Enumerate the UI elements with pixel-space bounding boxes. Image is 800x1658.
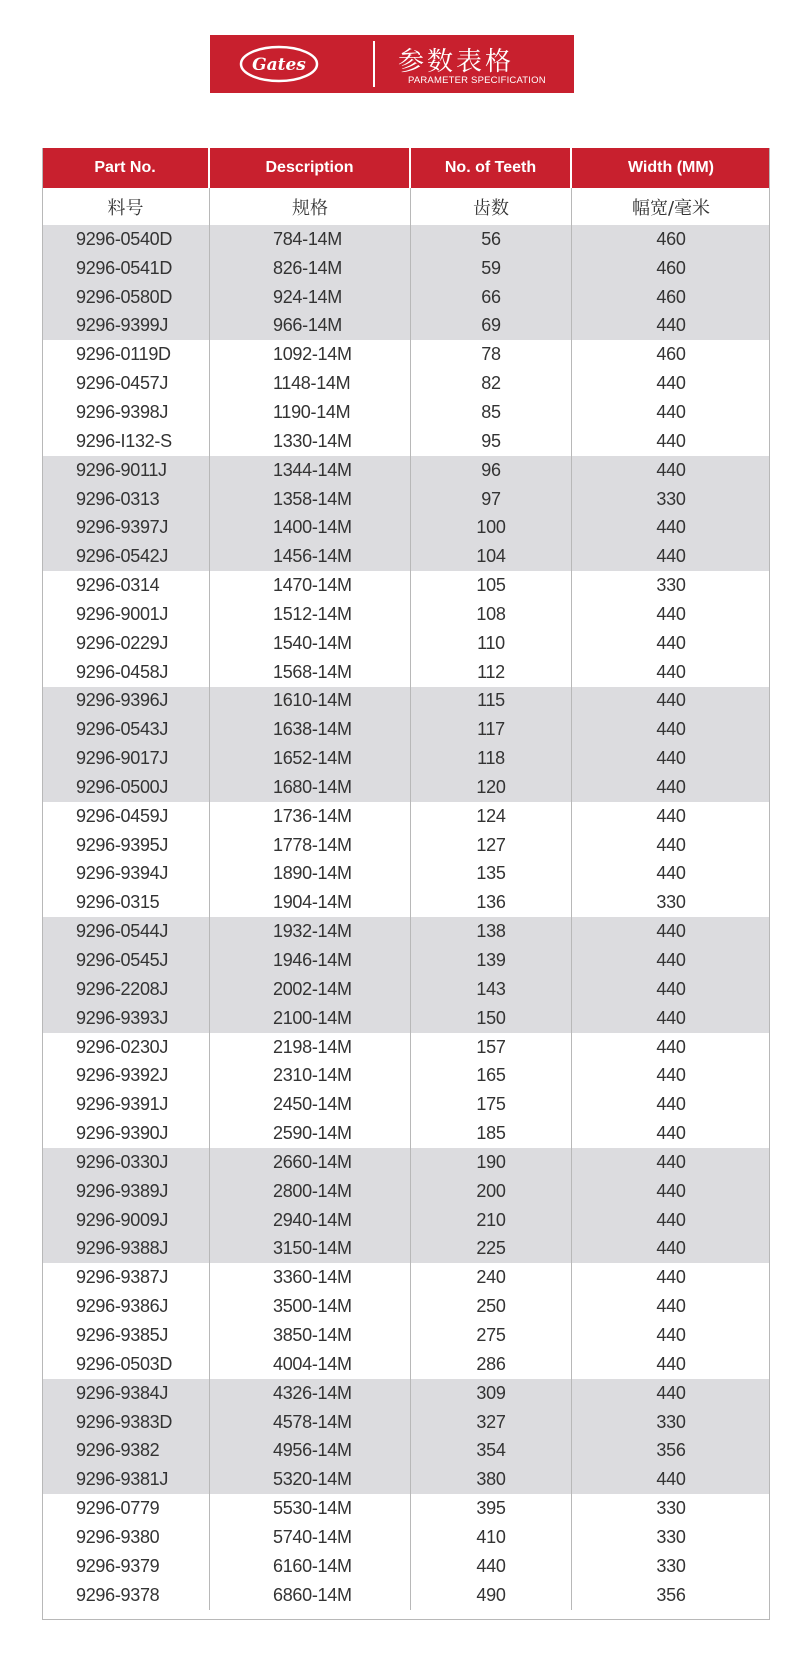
teeth-cell: 95 bbox=[411, 427, 572, 456]
teeth-cell: 309 bbox=[411, 1379, 572, 1408]
description-cell: 1456-14M bbox=[210, 542, 411, 571]
teeth-cell: 354 bbox=[411, 1436, 572, 1465]
table-row bbox=[42, 802, 770, 831]
table-row bbox=[42, 427, 770, 456]
table-row bbox=[42, 1004, 770, 1033]
teeth-cell: 165 bbox=[411, 1061, 572, 1090]
description-cell: 1568-14M bbox=[210, 658, 411, 687]
part-no-cell: 9296-9384J bbox=[42, 1379, 210, 1408]
table-row bbox=[42, 369, 770, 398]
teeth-cell: 100 bbox=[411, 513, 572, 542]
part-no-cell: 9296-9380 bbox=[42, 1523, 210, 1552]
teeth-cell: 117 bbox=[411, 715, 572, 744]
table-row bbox=[42, 744, 770, 773]
width-cell: 440 bbox=[656, 921, 686, 942]
width-cell: 440 bbox=[656, 1123, 686, 1144]
description-cell: 1540-14M bbox=[210, 629, 411, 658]
teeth-cell: 120 bbox=[411, 773, 572, 802]
table-row bbox=[42, 1465, 770, 1494]
description-cell: 1148-14M bbox=[210, 369, 411, 398]
gates-logo bbox=[238, 43, 320, 85]
description-cell: 826-14M bbox=[210, 254, 411, 283]
width-cell: 440 bbox=[656, 863, 686, 884]
part-no-cell: 9296-9378 bbox=[42, 1581, 210, 1610]
table-row bbox=[42, 1321, 770, 1350]
width-cell: 440 bbox=[656, 1180, 686, 1201]
table-row bbox=[42, 715, 770, 744]
table-row bbox=[42, 1379, 770, 1408]
subheader-description: 规格 bbox=[210, 188, 411, 225]
table-row bbox=[42, 1235, 770, 1264]
teeth-cell: 275 bbox=[411, 1321, 572, 1350]
teeth-cell: 143 bbox=[411, 975, 572, 1004]
teeth-cell: 380 bbox=[411, 1465, 572, 1494]
description-cell: 4956-14M bbox=[210, 1436, 411, 1465]
description-cell: 2450-14M bbox=[210, 1090, 411, 1119]
teeth-cell: 124 bbox=[411, 802, 572, 831]
width-cell: 356 bbox=[656, 1584, 686, 1605]
description-cell: 5320-14M bbox=[210, 1465, 411, 1494]
part-no-cell: 9296-9393J bbox=[42, 1004, 210, 1033]
width-cell: 440 bbox=[656, 315, 686, 336]
part-no-cell: 9296-0229J bbox=[42, 629, 210, 658]
header-part-no: Part No. bbox=[42, 148, 210, 188]
table-row bbox=[42, 283, 770, 312]
description-cell: 1946-14M bbox=[210, 946, 411, 975]
table-row bbox=[42, 542, 770, 571]
width-cell: 440 bbox=[656, 1209, 686, 1230]
subheader-part-no: 料号 bbox=[42, 188, 210, 225]
part-no-cell: 9296-9011J bbox=[42, 456, 210, 485]
teeth-cell: 157 bbox=[411, 1033, 572, 1062]
teeth-cell: 175 bbox=[411, 1090, 572, 1119]
part-no-cell: 9296-9389J bbox=[42, 1177, 210, 1206]
description-cell: 1358-14M bbox=[210, 485, 411, 514]
part-no-cell: 9296-0119D bbox=[42, 340, 210, 369]
teeth-cell: 440 bbox=[411, 1552, 572, 1581]
width-cell: 440 bbox=[656, 430, 686, 451]
description-cell: 5530-14M bbox=[210, 1494, 411, 1523]
teeth-cell: 96 bbox=[411, 456, 572, 485]
teeth-cell: 115 bbox=[411, 687, 572, 716]
table-row bbox=[42, 1090, 770, 1119]
table-row bbox=[42, 1177, 770, 1206]
teeth-cell: 250 bbox=[411, 1292, 572, 1321]
width-cell: 330 bbox=[656, 892, 686, 913]
teeth-cell: 327 bbox=[411, 1408, 572, 1437]
table-row bbox=[42, 1436, 770, 1465]
description-cell: 5740-14M bbox=[210, 1523, 411, 1552]
width-cell: 440 bbox=[656, 1036, 686, 1057]
description-cell: 1344-14M bbox=[210, 456, 411, 485]
width-cell: 440 bbox=[656, 1469, 686, 1490]
teeth-cell: 104 bbox=[411, 542, 572, 571]
table-row bbox=[42, 1408, 770, 1437]
width-cell: 440 bbox=[656, 719, 686, 740]
table-row bbox=[42, 860, 770, 889]
header-banner bbox=[210, 35, 574, 93]
description-cell: 1736-14M bbox=[210, 802, 411, 831]
width-cell: 330 bbox=[656, 488, 686, 509]
width-cell: 330 bbox=[656, 1411, 686, 1432]
part-no-cell: 9296-0500J bbox=[42, 773, 210, 802]
width-cell: 440 bbox=[656, 1151, 686, 1172]
part-no-cell: 9296-0330J bbox=[42, 1148, 210, 1177]
description-cell: 2800-14M bbox=[210, 1177, 411, 1206]
table-row bbox=[42, 946, 770, 975]
table-row bbox=[42, 1350, 770, 1379]
table-row bbox=[42, 1292, 770, 1321]
table-row bbox=[42, 629, 770, 658]
table-row bbox=[42, 1148, 770, 1177]
width-cell: 460 bbox=[656, 286, 686, 307]
description-cell: 6160-14M bbox=[210, 1552, 411, 1581]
part-no-cell: 9296-2208J bbox=[42, 975, 210, 1004]
part-no-cell: 9296-0503D bbox=[42, 1350, 210, 1379]
table-row bbox=[42, 1033, 770, 1062]
table-body bbox=[42, 225, 770, 1610]
description-cell: 1610-14M bbox=[210, 687, 411, 716]
width-cell: 440 bbox=[656, 748, 686, 769]
teeth-cell: 410 bbox=[411, 1523, 572, 1552]
width-cell: 356 bbox=[656, 1440, 686, 1461]
description-cell: 1890-14M bbox=[210, 860, 411, 889]
table-row bbox=[42, 1119, 770, 1148]
description-cell: 2660-14M bbox=[210, 1148, 411, 1177]
part-no-cell: 9296-9017J bbox=[42, 744, 210, 773]
width-cell: 440 bbox=[656, 517, 686, 538]
width-cell: 460 bbox=[656, 344, 686, 365]
teeth-cell: 138 bbox=[411, 917, 572, 946]
part-no-cell: 9296-0459J bbox=[42, 802, 210, 831]
description-cell: 2100-14M bbox=[210, 1004, 411, 1033]
description-cell: 2940-14M bbox=[210, 1206, 411, 1235]
width-cell: 440 bbox=[656, 603, 686, 624]
part-no-cell: 9296-9399J bbox=[42, 312, 210, 341]
teeth-cell: 97 bbox=[411, 485, 572, 514]
table-subheader-row bbox=[42, 188, 770, 225]
description-cell: 1680-14M bbox=[210, 773, 411, 802]
description-cell: 4004-14M bbox=[210, 1350, 411, 1379]
description-cell: 3850-14M bbox=[210, 1321, 411, 1350]
width-cell: 440 bbox=[656, 546, 686, 567]
description-cell: 1190-14M bbox=[210, 398, 411, 427]
width-cell: 440 bbox=[656, 1065, 686, 1086]
teeth-cell: 286 bbox=[411, 1350, 572, 1379]
teeth-cell: 395 bbox=[411, 1494, 572, 1523]
part-no-cell: 9296-9388J bbox=[42, 1235, 210, 1264]
part-no-cell: 9296-0315 bbox=[42, 888, 210, 917]
table-row bbox=[42, 513, 770, 542]
table-row bbox=[42, 1206, 770, 1235]
table-row bbox=[42, 975, 770, 1004]
teeth-cell: 69 bbox=[411, 312, 572, 341]
table-row bbox=[42, 600, 770, 629]
teeth-cell: 108 bbox=[411, 600, 572, 629]
description-cell: 1638-14M bbox=[210, 715, 411, 744]
description-cell: 1092-14M bbox=[210, 340, 411, 369]
description-cell: 2310-14M bbox=[210, 1061, 411, 1090]
table-row bbox=[42, 456, 770, 485]
description-cell: 1932-14M bbox=[210, 917, 411, 946]
teeth-cell: 85 bbox=[411, 398, 572, 427]
banner-subtitle: PARAMETER SPECIFICATION bbox=[408, 75, 546, 86]
table-header-row bbox=[42, 148, 770, 188]
description-cell: 6860-14M bbox=[210, 1581, 411, 1610]
teeth-cell: 490 bbox=[411, 1581, 572, 1610]
part-no-cell: 9296-9398J bbox=[42, 398, 210, 427]
part-no-cell: 9296-0230J bbox=[42, 1033, 210, 1062]
width-cell: 440 bbox=[656, 690, 686, 711]
table-row bbox=[42, 658, 770, 687]
header-description: Description bbox=[210, 148, 411, 188]
description-cell: 924-14M bbox=[210, 283, 411, 312]
width-cell: 330 bbox=[656, 1526, 686, 1547]
part-no-cell: 9296-0779 bbox=[42, 1494, 210, 1523]
part-no-cell: 9296-0580D bbox=[42, 283, 210, 312]
width-cell: 440 bbox=[656, 776, 686, 797]
teeth-cell: 59 bbox=[411, 254, 572, 283]
table-row bbox=[42, 687, 770, 716]
table-row bbox=[42, 1552, 770, 1581]
description-cell: 966-14M bbox=[210, 312, 411, 341]
width-cell: 440 bbox=[656, 1267, 686, 1288]
part-no-cell: 9296-0313 bbox=[42, 485, 210, 514]
description-cell: 1330-14M bbox=[210, 427, 411, 456]
teeth-cell: 118 bbox=[411, 744, 572, 773]
part-no-cell: 9296-9395J bbox=[42, 831, 210, 860]
part-no-cell: 9296-9386J bbox=[42, 1292, 210, 1321]
width-cell: 440 bbox=[656, 401, 686, 422]
table-row bbox=[42, 485, 770, 514]
teeth-cell: 210 bbox=[411, 1206, 572, 1235]
teeth-cell: 150 bbox=[411, 1004, 572, 1033]
part-no-cell: 9296-0314 bbox=[42, 571, 210, 600]
table-row bbox=[42, 254, 770, 283]
description-cell: 784-14M bbox=[210, 225, 411, 254]
table-row bbox=[42, 1523, 770, 1552]
width-cell: 440 bbox=[656, 1353, 686, 1374]
part-no-cell: 9296-9390J bbox=[42, 1119, 210, 1148]
width-cell: 330 bbox=[656, 1498, 686, 1519]
part-no-cell: 9296-9001J bbox=[42, 600, 210, 629]
description-cell: 1470-14M bbox=[210, 571, 411, 600]
table-row bbox=[42, 1581, 770, 1610]
width-cell: 440 bbox=[656, 1238, 686, 1259]
banner-divider bbox=[373, 41, 375, 87]
description-cell: 1400-14M bbox=[210, 513, 411, 542]
subheader-width: 幅宽/毫米 bbox=[631, 197, 711, 219]
table-row bbox=[42, 1494, 770, 1523]
part-no-cell: 9296-9385J bbox=[42, 1321, 210, 1350]
description-cell: 3500-14M bbox=[210, 1292, 411, 1321]
part-no-cell: 9296-I132-S bbox=[42, 427, 210, 456]
description-cell: 4578-14M bbox=[210, 1408, 411, 1437]
teeth-cell: 82 bbox=[411, 369, 572, 398]
description-cell: 2002-14M bbox=[210, 975, 411, 1004]
table-row bbox=[42, 340, 770, 369]
teeth-cell: 225 bbox=[411, 1235, 572, 1264]
width-cell: 440 bbox=[656, 1007, 686, 1028]
logo-text: Gates bbox=[252, 55, 306, 75]
table-row bbox=[42, 1263, 770, 1292]
width-cell: 440 bbox=[656, 978, 686, 999]
description-cell: 1512-14M bbox=[210, 600, 411, 629]
teeth-cell: 56 bbox=[411, 225, 572, 254]
teeth-cell: 112 bbox=[411, 658, 572, 687]
width-cell: 330 bbox=[656, 575, 686, 596]
part-no-cell: 9296-9391J bbox=[42, 1090, 210, 1119]
width-cell: 440 bbox=[656, 1382, 686, 1403]
table-row bbox=[42, 773, 770, 802]
width-cell: 440 bbox=[656, 1296, 686, 1317]
description-cell: 3360-14M bbox=[210, 1263, 411, 1292]
teeth-cell: 190 bbox=[411, 1148, 572, 1177]
part-no-cell: 9296-9392J bbox=[42, 1061, 210, 1090]
part-no-cell: 9296-0458J bbox=[42, 658, 210, 687]
width-cell: 440 bbox=[656, 805, 686, 826]
part-no-cell: 9296-9383D bbox=[42, 1408, 210, 1437]
description-cell: 4326-14M bbox=[210, 1379, 411, 1408]
part-no-cell: 9296-0541D bbox=[42, 254, 210, 283]
table-row bbox=[42, 312, 770, 341]
teeth-cell: 240 bbox=[411, 1263, 572, 1292]
teeth-cell: 110 bbox=[411, 629, 572, 658]
description-cell: 1778-14M bbox=[210, 831, 411, 860]
teeth-cell: 185 bbox=[411, 1119, 572, 1148]
table-row bbox=[42, 398, 770, 427]
part-no-cell: 9296-9379 bbox=[42, 1552, 210, 1581]
part-no-cell: 9296-0542J bbox=[42, 542, 210, 571]
part-no-cell: 9296-9387J bbox=[42, 1263, 210, 1292]
part-no-cell: 9296-9394J bbox=[42, 860, 210, 889]
width-cell: 440 bbox=[656, 459, 686, 480]
width-cell: 460 bbox=[656, 257, 686, 278]
description-cell: 1904-14M bbox=[210, 888, 411, 917]
table-row bbox=[42, 917, 770, 946]
part-no-cell: 9296-9009J bbox=[42, 1206, 210, 1235]
description-cell: 2590-14M bbox=[210, 1119, 411, 1148]
header-teeth: No. of Teeth bbox=[411, 148, 572, 188]
width-cell: 440 bbox=[656, 661, 686, 682]
table-row bbox=[42, 571, 770, 600]
description-cell: 3150-14M bbox=[210, 1235, 411, 1264]
teeth-cell: 136 bbox=[411, 888, 572, 917]
part-no-cell: 9296-9382 bbox=[42, 1436, 210, 1465]
teeth-cell: 135 bbox=[411, 860, 572, 889]
table-row bbox=[42, 831, 770, 860]
subheader-teeth: 齿数 bbox=[411, 188, 572, 225]
teeth-cell: 127 bbox=[411, 831, 572, 860]
teeth-cell: 66 bbox=[411, 283, 572, 312]
table-row bbox=[42, 1061, 770, 1090]
teeth-cell: 78 bbox=[411, 340, 572, 369]
parameter-table bbox=[42, 148, 770, 1610]
width-cell: 440 bbox=[656, 1324, 686, 1345]
part-no-cell: 9296-0544J bbox=[42, 917, 210, 946]
part-no-cell: 9296-0545J bbox=[42, 946, 210, 975]
table-row bbox=[42, 888, 770, 917]
teeth-cell: 139 bbox=[411, 946, 572, 975]
part-no-cell: 9296-9381J bbox=[42, 1465, 210, 1494]
width-cell: 440 bbox=[656, 834, 686, 855]
part-no-cell: 9296-9396J bbox=[42, 687, 210, 716]
width-cell: 440 bbox=[656, 632, 686, 653]
part-no-cell: 9296-0540D bbox=[42, 225, 210, 254]
width-cell: 460 bbox=[656, 228, 686, 249]
part-no-cell: 9296-9397J bbox=[42, 513, 210, 542]
table-row bbox=[42, 225, 770, 254]
part-no-cell: 9296-0543J bbox=[42, 715, 210, 744]
teeth-cell: 105 bbox=[411, 571, 572, 600]
width-cell: 440 bbox=[656, 373, 686, 394]
width-cell: 440 bbox=[656, 950, 686, 971]
description-cell: 2198-14M bbox=[210, 1033, 411, 1062]
header-width: Width (MM) bbox=[572, 148, 770, 188]
part-no-cell: 9296-0457J bbox=[42, 369, 210, 398]
description-cell: 1652-14M bbox=[210, 744, 411, 773]
width-cell: 440 bbox=[656, 1094, 686, 1115]
banner-title: 参数表格 bbox=[398, 47, 515, 77]
width-cell: 330 bbox=[656, 1555, 686, 1576]
teeth-cell: 200 bbox=[411, 1177, 572, 1206]
